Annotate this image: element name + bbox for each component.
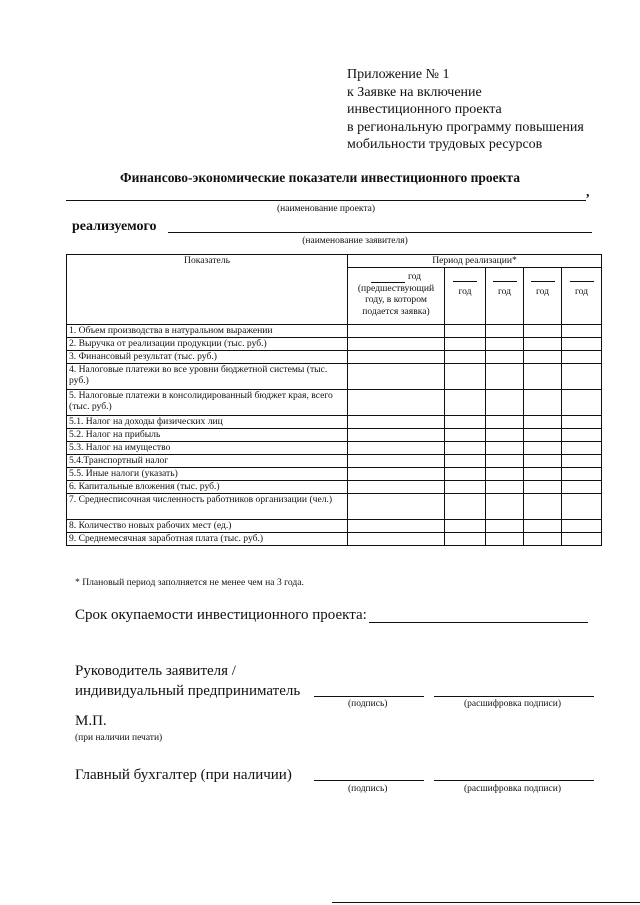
data-cell[interactable] bbox=[348, 520, 445, 533]
year-blank[interactable] bbox=[531, 281, 555, 282]
data-cell[interactable] bbox=[562, 494, 602, 520]
row-label: 4. Налоговые платежи во все уровни бюджетной системы (тыс. руб.) bbox=[67, 364, 348, 390]
appendix-line: Приложение № 1 bbox=[347, 67, 450, 82]
data-cell[interactable] bbox=[486, 364, 524, 390]
data-cell[interactable] bbox=[445, 494, 486, 520]
accountant-signature-caption: (подпись) bbox=[348, 784, 388, 794]
accountant-label: Главный бухгалтер (при наличии) bbox=[75, 767, 292, 783]
data-cell[interactable] bbox=[524, 429, 562, 442]
data-cell[interactable] bbox=[486, 390, 524, 416]
head-signature-line[interactable] bbox=[314, 696, 424, 697]
data-cell[interactable] bbox=[348, 481, 445, 494]
data-cell[interactable] bbox=[562, 325, 602, 338]
year-blank[interactable] bbox=[570, 281, 594, 282]
data-cell[interactable] bbox=[562, 364, 602, 390]
table-row bbox=[67, 325, 602, 338]
head-label-line2: индивидуальный предприниматель bbox=[75, 683, 301, 699]
data-cell[interactable] bbox=[445, 481, 486, 494]
footnote: * Плановый период заполняется не менее чем на 3 года. bbox=[75, 577, 304, 588]
data-cell[interactable] bbox=[524, 416, 562, 429]
project-name-caption: (наименование проекта) bbox=[276, 204, 375, 214]
table-row bbox=[67, 390, 602, 416]
row-label: 5.1. Налог на доходы физических лиц bbox=[67, 416, 348, 429]
data-cell[interactable] bbox=[348, 325, 445, 338]
data-cell[interactable] bbox=[486, 442, 524, 455]
data-cell[interactable] bbox=[524, 338, 562, 351]
data-cell[interactable] bbox=[486, 468, 524, 481]
data-cell[interactable] bbox=[486, 455, 524, 468]
accountant-decoding-caption: (расшифровка подписи) bbox=[464, 784, 561, 794]
data-cell[interactable] bbox=[445, 429, 486, 442]
implemented-label: реализуемого bbox=[72, 219, 157, 234]
data-cell[interactable] bbox=[562, 468, 602, 481]
row-label: 5. Налоговые платежи в консолидированный бюджет края, всего (тыс. руб.) bbox=[67, 390, 348, 416]
appendix-line: в региональную программу повышения bbox=[347, 119, 584, 135]
table-row bbox=[67, 494, 602, 520]
year-header: год bbox=[524, 268, 562, 325]
data-cell[interactable] bbox=[524, 481, 562, 494]
table-row bbox=[67, 364, 602, 390]
head-decoding-caption: (расшифровка подписи) bbox=[464, 699, 561, 709]
row-label: 5.2. Налог на прибыль bbox=[67, 429, 348, 442]
data-cell[interactable] bbox=[348, 338, 445, 351]
data-cell[interactable] bbox=[562, 533, 602, 546]
seal-caption: (при наличии печати) bbox=[75, 733, 163, 743]
table-row bbox=[67, 416, 602, 429]
page-bottom-line bbox=[332, 902, 640, 903]
data-cell[interactable] bbox=[445, 325, 486, 338]
data-cell[interactable] bbox=[562, 429, 602, 442]
data-cell[interactable] bbox=[524, 494, 562, 520]
appendix-line: мобильности трудовых ресурсов bbox=[347, 137, 543, 153]
data-cell[interactable] bbox=[486, 429, 524, 442]
applicant-name-caption: (наименование заявителя) bbox=[302, 236, 408, 246]
comma: , bbox=[586, 185, 590, 200]
data-cell[interactable] bbox=[445, 442, 486, 455]
header-indicator: Показатель bbox=[67, 255, 348, 325]
data-cell[interactable] bbox=[348, 442, 445, 455]
data-cell[interactable] bbox=[348, 494, 445, 520]
data-cell[interactable] bbox=[486, 325, 524, 338]
data-cell[interactable] bbox=[524, 455, 562, 468]
row-label: 8. Количество новых рабочих мест (ед.) bbox=[67, 520, 348, 533]
data-cell[interactable] bbox=[486, 351, 524, 364]
year-blank[interactable] bbox=[371, 273, 405, 283]
data-cell[interactable] bbox=[348, 364, 445, 390]
year-header: год bbox=[486, 268, 524, 325]
accountant-signature-line[interactable] bbox=[314, 780, 424, 781]
data-cell[interactable] bbox=[486, 416, 524, 429]
data-cell[interactable] bbox=[486, 533, 524, 546]
data-cell[interactable] bbox=[445, 416, 486, 429]
data-cell[interactable] bbox=[524, 520, 562, 533]
data-cell[interactable] bbox=[445, 533, 486, 546]
data-cell[interactable] bbox=[348, 468, 445, 481]
row-label: 5.3. Налог на имущество bbox=[67, 442, 348, 455]
page-title: Финансово-экономические показатели инвестиционного проекта bbox=[120, 170, 520, 185]
row-label: 7. Среднесписочная численность работников организации (чел.) bbox=[67, 494, 348, 520]
data-cell[interactable] bbox=[486, 520, 524, 533]
prev-year-text: (предшествующий году, в котором подается заявка) bbox=[357, 282, 435, 317]
data-cell[interactable] bbox=[562, 338, 602, 351]
year-header: год bbox=[445, 268, 486, 325]
prev-year-header bbox=[348, 268, 445, 325]
head-signature-caption: (подпись) bbox=[348, 699, 388, 709]
data-cell[interactable] bbox=[524, 442, 562, 455]
data-cell[interactable] bbox=[348, 390, 445, 416]
indicators-table bbox=[66, 254, 602, 546]
row-label: 2. Выручка от реализации продукции (тыс. руб.) bbox=[67, 338, 348, 351]
year-blank[interactable] bbox=[453, 281, 477, 282]
prev-year-word: год bbox=[407, 271, 422, 282]
row-label: 6. Капитальные вложения (тыс. руб.) bbox=[67, 481, 348, 494]
data-cell[interactable] bbox=[445, 351, 486, 364]
data-cell[interactable] bbox=[524, 533, 562, 546]
appendix-line: инвестиционного проекта bbox=[347, 102, 502, 118]
data-cell[interactable] bbox=[348, 533, 445, 546]
head-decoding-line[interactable] bbox=[434, 696, 594, 697]
data-cell[interactable] bbox=[445, 338, 486, 351]
header-period: Период реализации* bbox=[348, 255, 602, 268]
data-cell[interactable] bbox=[445, 455, 486, 468]
payback-input-line[interactable] bbox=[369, 622, 588, 623]
data-cell[interactable] bbox=[562, 520, 602, 533]
data-cell[interactable] bbox=[562, 442, 602, 455]
head-label-line1: Руководитель заявителя / bbox=[75, 663, 236, 679]
data-cell[interactable] bbox=[486, 481, 524, 494]
data-cell[interactable] bbox=[486, 494, 524, 520]
data-cell[interactable] bbox=[524, 364, 562, 390]
data-cell[interactable] bbox=[524, 468, 562, 481]
data-cell[interactable] bbox=[445, 390, 486, 416]
table-row bbox=[67, 481, 602, 494]
data-cell[interactable] bbox=[445, 468, 486, 481]
data-cell[interactable] bbox=[562, 351, 602, 364]
accountant-decoding-line[interactable] bbox=[434, 780, 594, 781]
data-cell[interactable] bbox=[562, 416, 602, 429]
data-cell[interactable] bbox=[524, 390, 562, 416]
data-cell[interactable] bbox=[562, 390, 602, 416]
year-header: год bbox=[562, 268, 602, 325]
table-row bbox=[67, 351, 602, 364]
project-name-line[interactable] bbox=[66, 200, 586, 201]
data-cell[interactable] bbox=[348, 429, 445, 442]
appendix-header bbox=[347, 66, 632, 154]
row-label: 3. Финансовый результат (тыс. руб.) bbox=[67, 351, 348, 364]
table-row bbox=[67, 429, 602, 442]
table-row bbox=[67, 442, 602, 455]
applicant-name-line[interactable] bbox=[168, 232, 592, 233]
year-blank[interactable] bbox=[493, 281, 517, 282]
row-label: 5.4.Транспортный налог bbox=[67, 455, 348, 468]
table-row bbox=[67, 455, 602, 468]
data-cell[interactable] bbox=[348, 416, 445, 429]
appendix-line: к Заявке на включение bbox=[347, 84, 482, 100]
data-cell[interactable] bbox=[348, 455, 445, 468]
payback-label: Срок окупаемости инвестиционного проекта: bbox=[75, 607, 367, 623]
data-cell[interactable] bbox=[486, 338, 524, 351]
table-row bbox=[67, 468, 602, 481]
seal-label: М.П. bbox=[75, 713, 107, 729]
data-cell[interactable] bbox=[348, 351, 445, 364]
data-cell[interactable] bbox=[524, 351, 562, 364]
data-cell[interactable] bbox=[562, 455, 602, 468]
table-row bbox=[67, 338, 602, 351]
data-cell[interactable] bbox=[445, 520, 486, 533]
data-cell[interactable] bbox=[445, 364, 486, 390]
table-row bbox=[67, 533, 602, 546]
row-label: 9. Среднемесячная заработная плата (тыс. руб.) bbox=[67, 533, 348, 546]
table-row bbox=[67, 520, 602, 533]
row-label: 1. Объем производства в натуральном выражении bbox=[67, 325, 348, 338]
row-label: 5.5. Иные налоги (указать) bbox=[67, 468, 348, 481]
data-cell[interactable] bbox=[562, 481, 602, 494]
data-cell[interactable] bbox=[524, 325, 562, 338]
